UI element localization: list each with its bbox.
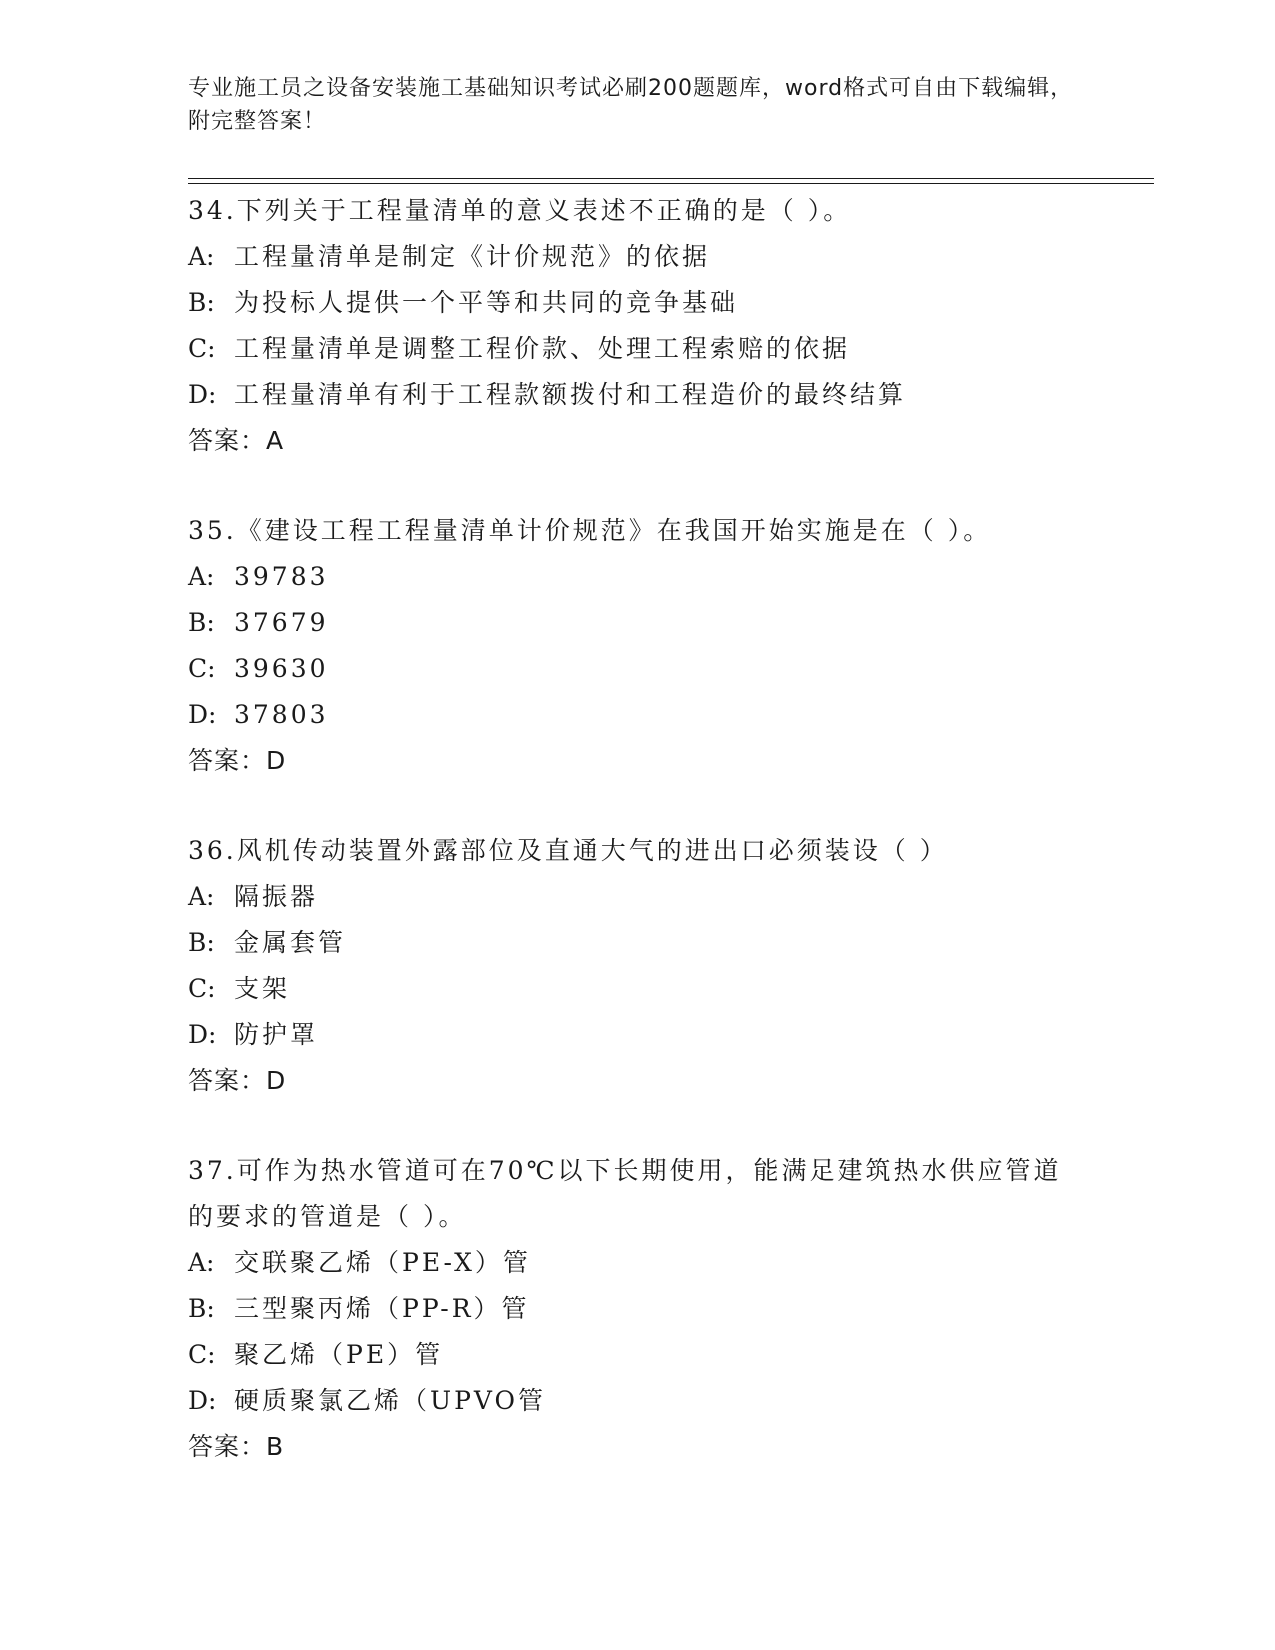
question-number: 34. xyxy=(188,196,237,225)
header-rule-top xyxy=(188,178,1154,179)
option-a xyxy=(188,874,1088,920)
option-text: 工程量清单是调整工程价款、处理工程索赔的依据 xyxy=(234,334,851,363)
option-letter: C: xyxy=(188,1340,216,1369)
option-letter: A: xyxy=(188,242,215,271)
question-stem: 可作为热水管道可在70℃以下长期使用，能满足建筑热水供应管道的要求的管道是（ ）。 xyxy=(188,1156,1062,1231)
question-block-34 xyxy=(188,188,1088,464)
option-text: 隔振器 xyxy=(234,882,319,911)
option-a xyxy=(188,554,1088,600)
answer-line: 答案：D xyxy=(188,746,287,775)
option-a xyxy=(188,1240,1088,1286)
question-text xyxy=(188,828,1088,874)
option-letter: B: xyxy=(188,1294,215,1323)
option-text: 为投标人提供一个平等和共同的竞争基础 xyxy=(234,288,739,317)
header-rule-bottom xyxy=(188,183,1154,184)
question-block-35 xyxy=(188,508,1088,784)
option-text: 37679 xyxy=(234,608,329,637)
question-text xyxy=(188,188,1088,234)
option-text: 防护罩 xyxy=(234,1020,319,1049)
option-letter: C: xyxy=(188,654,216,683)
option-text: 39783 xyxy=(234,562,329,591)
option-letter: A: xyxy=(188,562,215,591)
option-b xyxy=(188,600,1088,646)
option-b xyxy=(188,920,1088,966)
option-letter: C: xyxy=(188,974,216,1003)
option-text: 工程量清单有利于工程款额拨付和工程造价的最终结算 xyxy=(234,380,907,409)
answer-line: 答案：D xyxy=(188,1066,287,1095)
answer-line: 答案：B xyxy=(188,1432,285,1461)
option-d xyxy=(188,372,1088,418)
option-text: 交联聚乙烯（PE-X）管 xyxy=(234,1248,531,1277)
option-c xyxy=(188,326,1088,372)
question-number: 36. xyxy=(188,836,237,865)
option-letter: D: xyxy=(188,380,217,409)
option-text: 硬质聚氯乙烯（UPVO管 xyxy=(234,1386,547,1415)
option-text: 三型聚丙烯（PP-R）管 xyxy=(234,1294,530,1323)
option-d xyxy=(188,692,1088,738)
option-text: 金属套管 xyxy=(234,928,347,957)
option-letter: A: xyxy=(188,882,215,911)
option-letter: D: xyxy=(188,700,217,729)
option-c xyxy=(188,966,1088,1012)
option-c xyxy=(188,1332,1088,1378)
question-block-37 xyxy=(188,1148,1088,1470)
question-stem: 风机传动装置外露部位及直通大气的进出口必须装设（ ） xyxy=(236,836,948,865)
option-d xyxy=(188,1378,1088,1424)
option-text: 支架 xyxy=(234,974,291,1003)
option-letter: B: xyxy=(188,928,215,957)
option-letter: A: xyxy=(188,1248,215,1277)
option-c xyxy=(188,646,1088,692)
option-b xyxy=(188,280,1088,326)
option-letter: B: xyxy=(188,608,215,637)
option-letter: D: xyxy=(188,1386,217,1415)
question-number: 35. xyxy=(188,516,237,545)
question-block-36 xyxy=(188,828,1088,1104)
option-letter: B: xyxy=(188,288,215,317)
document-title: 专业施工员之设备安装施工基础知识考试必刷200题题库，word格式可自由下载编辑，附完整答案！ xyxy=(188,76,1074,134)
question-stem: 下列关于工程量清单的意义表述不正确的是（ ）。 xyxy=(236,196,852,225)
option-a xyxy=(188,234,1088,280)
option-letter: D: xyxy=(188,1020,217,1049)
answer-line: 答案：A xyxy=(188,426,285,455)
question-text xyxy=(188,1148,1088,1240)
option-letter: C: xyxy=(188,334,216,363)
question-stem: 《建设工程工程量清单计价规范》在我国开始实施是在（ ）。 xyxy=(236,516,992,545)
option-b xyxy=(188,1286,1088,1332)
option-text: 39630 xyxy=(234,654,329,683)
question-text xyxy=(188,508,1088,554)
option-d xyxy=(188,1012,1088,1058)
option-text: 聚乙烯（PE）管 xyxy=(234,1340,444,1369)
question-number: 37. xyxy=(188,1156,237,1185)
option-text: 工程量清单是制定《计价规范》的依据 xyxy=(234,242,711,271)
option-text: 37803 xyxy=(234,700,329,729)
